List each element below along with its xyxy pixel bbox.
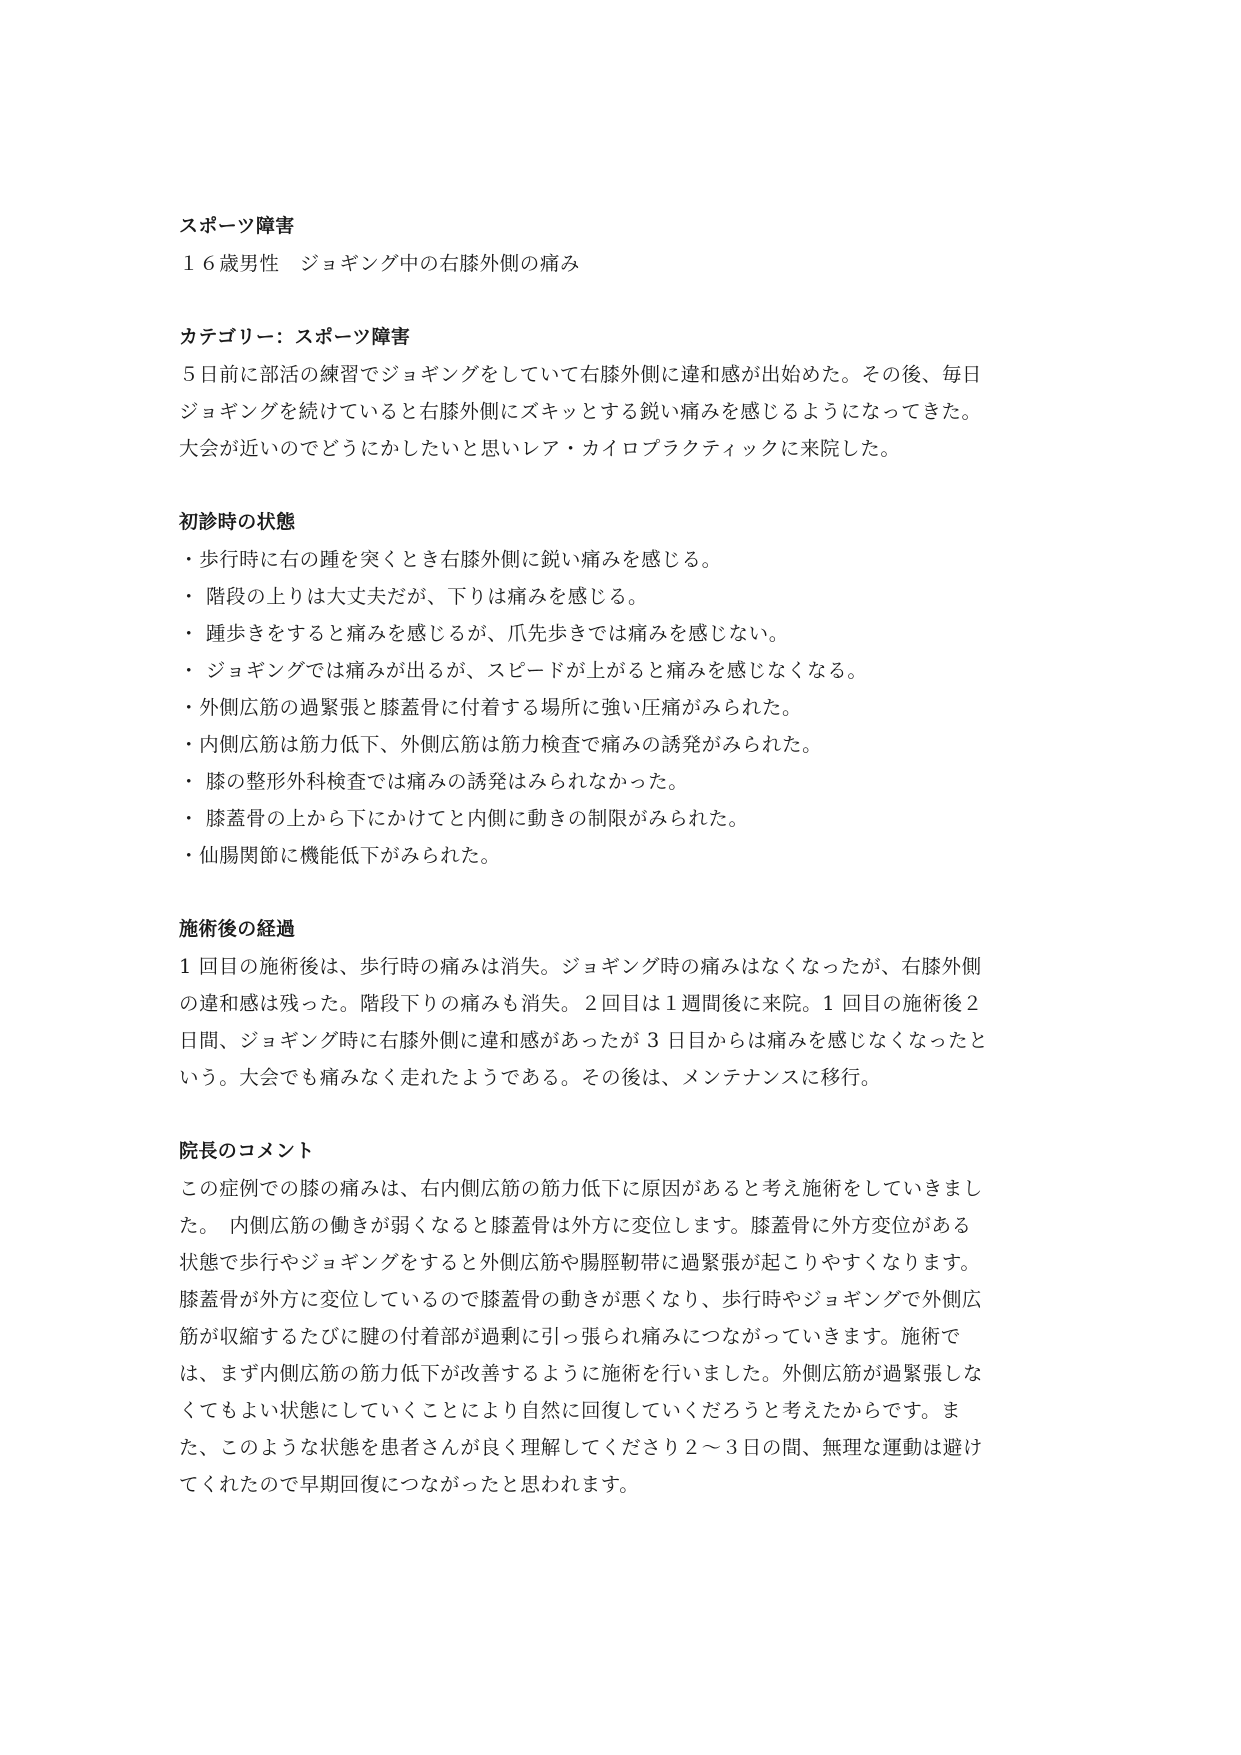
condition-list-item: ・仙腸関節に機能低下がみられた。 (179, 844, 501, 867)
initial-condition-heading: 初診時の状態 (179, 511, 296, 533)
progress-paragraph-line: いう。大会でも痛みなく走れたようである。その後は、メンテナンスに移行。 (179, 1066, 881, 1089)
progress-paragraph-line: 日間、ジョギング時に右膝外側に違和感があったが 3 日目からは痛みを感じなくなったと (179, 1029, 989, 1052)
comment-paragraph-line: てくれたので早期回復につながったと思われます。 (179, 1473, 640, 1496)
condition-list-item: ・ 踵歩きをすると痛みを感じるが、爪先歩きでは痛みを感じない。 (179, 622, 789, 645)
case-subtitle: １６歳男性 ジョギング中の右膝外側の痛み (179, 252, 581, 275)
progress-heading: 施術後の経過 (179, 918, 296, 940)
condition-list-item: ・歩行時に右の踵を突くとき右膝外側に鋭い痛みを感じる。 (179, 548, 722, 571)
comment-paragraph-line: 膝蓋骨が外方に変位しているので膝蓋骨の動きが悪くなり、歩行時やジョギングで外側広 (179, 1288, 983, 1311)
category-paragraph-line: 大会が近いのでどうにかしたいと思いレア・カイロプラクティックに来院した。 (179, 437, 901, 460)
progress-paragraph-line: の違和感は残った。階段下りの痛みも消失。２回目は１週間後に来院。1 回目の施術後２ (179, 992, 983, 1015)
comment-paragraph-line: は、まず内側広筋の筋力低下が改善するように施術を行いました。外側広筋が過緊張しな (179, 1362, 984, 1385)
spacer (179, 874, 1069, 911)
condition-list-item: ・ 膝の整形外科検査では痛みの誘発はみられなかった。 (179, 770, 689, 793)
comment-paragraph-line: この症例での膝の痛みは、右内側広筋の筋力低下に原因があると考え施術をしていきまし (179, 1177, 984, 1200)
progress-paragraph-line: 1 回目の施術後は、歩行時の痛みは消失。ジョギング時の痛みはなくなったが、右膝外側 (179, 955, 982, 978)
document-page (179, 208, 1069, 1503)
comment-paragraph-line: た、このような状態を患者さんが良く理解してくださり２～３日の間、無理な運動は避け (179, 1436, 984, 1459)
condition-list-item: ・ 膝蓋骨の上から下にかけてと内側に動きの制限がみられた。 (179, 807, 749, 830)
spacer (179, 467, 1069, 504)
spacer (179, 282, 1069, 319)
director-comment-heading: 院長のコメント (179, 1140, 315, 1162)
category-paragraph-line: ５日前に部活の練習でジョギングをしていて右膝外側に違和感が出始めた。その後、毎日 (179, 363, 983, 386)
section-title-sports-injury: スポーツ障害 (179, 215, 295, 237)
comment-paragraph-line: くてもよい状態にしていくことにより自然に回復していくだろうと考えたからです。ま (179, 1399, 962, 1422)
comment-paragraph-line: た。 内側広筋の働きが弱くなると膝蓋骨は外方に変位します。膝蓋骨に外方変位がある (179, 1214, 972, 1237)
spacer (179, 1096, 1069, 1133)
comment-paragraph-line: 状態で歩行やジョギングをすると外側広筋や腸脛靭帯に過緊張が起こりやすくなります。 (179, 1251, 981, 1274)
comment-paragraph-line: 筋が収縮するたびに腱の付着部が過剰に引っ張られ痛みにつながっていきます。施術で (179, 1325, 961, 1348)
condition-list-item: ・ ジョギングでは痛みが出るが、スピードが上がると痛みを感じなくなる。 (179, 659, 868, 682)
condition-list-item: ・外側広筋の過緊張と膝蓋骨に付着する場所に強い圧痛がみられた。 (179, 696, 803, 719)
category-paragraph-line: ジョギングを続けていると右膝外側にズキッとする鋭い痛みを感じるようになってきた。 (179, 400, 982, 423)
condition-list-item: ・内側広筋は筋力低下、外側広筋は筋力検査で痛みの誘発がみられた。 (179, 733, 823, 756)
condition-list-item: ・ 階段の上りは大丈夫だが、下りは痛みを感じる。 (179, 585, 649, 608)
category-heading: カテゴリー：スポーツ障害 (179, 326, 411, 348)
